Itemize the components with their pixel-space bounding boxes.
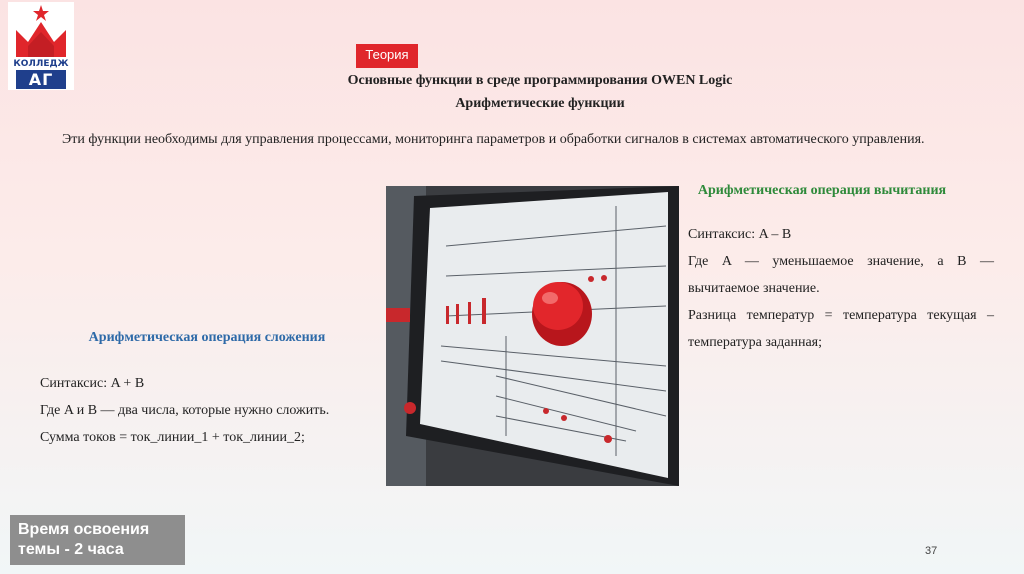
crown-emblem-icon: [8, 2, 74, 60]
addition-syntax: Синтаксис: A + B: [40, 376, 145, 391]
subtraction-example: Разница температур = температура текущая – температура заданная;: [688, 308, 994, 350]
monitor-photo: [386, 186, 679, 486]
logo-text: КОЛЛЕДЖ: [13, 59, 69, 69]
addition-title: Арифметическая операция сложения: [88, 330, 326, 345]
intro-text: Эти функции необходимы для управления процессами, мониторинга параметров и обработки сигналов в системах автоматического управления.: [62, 132, 925, 147]
addition-where: Где A и B — два числа, которые нужно сложить.: [40, 403, 330, 418]
addition-example: Сумма токов = ток_линии_1 + ток_линии_2;: [40, 430, 305, 445]
addition-section: [40, 370, 380, 451]
page-subtitle: Арифметические функции: [455, 96, 625, 111]
page-title: Основные функции в среде программирования OWEN Logic: [347, 73, 733, 88]
college-logo: [8, 2, 74, 90]
subtraction-section: [688, 221, 994, 356]
subtraction-syntax: Синтаксис: A – B: [688, 227, 792, 242]
theory-tag: Теория: [356, 44, 418, 68]
subtraction-title: Арифметическая операция вычитания: [697, 183, 947, 198]
logo-letters: АГ: [16, 70, 66, 89]
page-number: 37: [925, 545, 938, 557]
study-time-box: Время освоения темы - 2 часа: [10, 515, 185, 565]
subtraction-where: Где A — уменьшаемое значение, а B — вычитаемое значение.: [688, 254, 994, 296]
